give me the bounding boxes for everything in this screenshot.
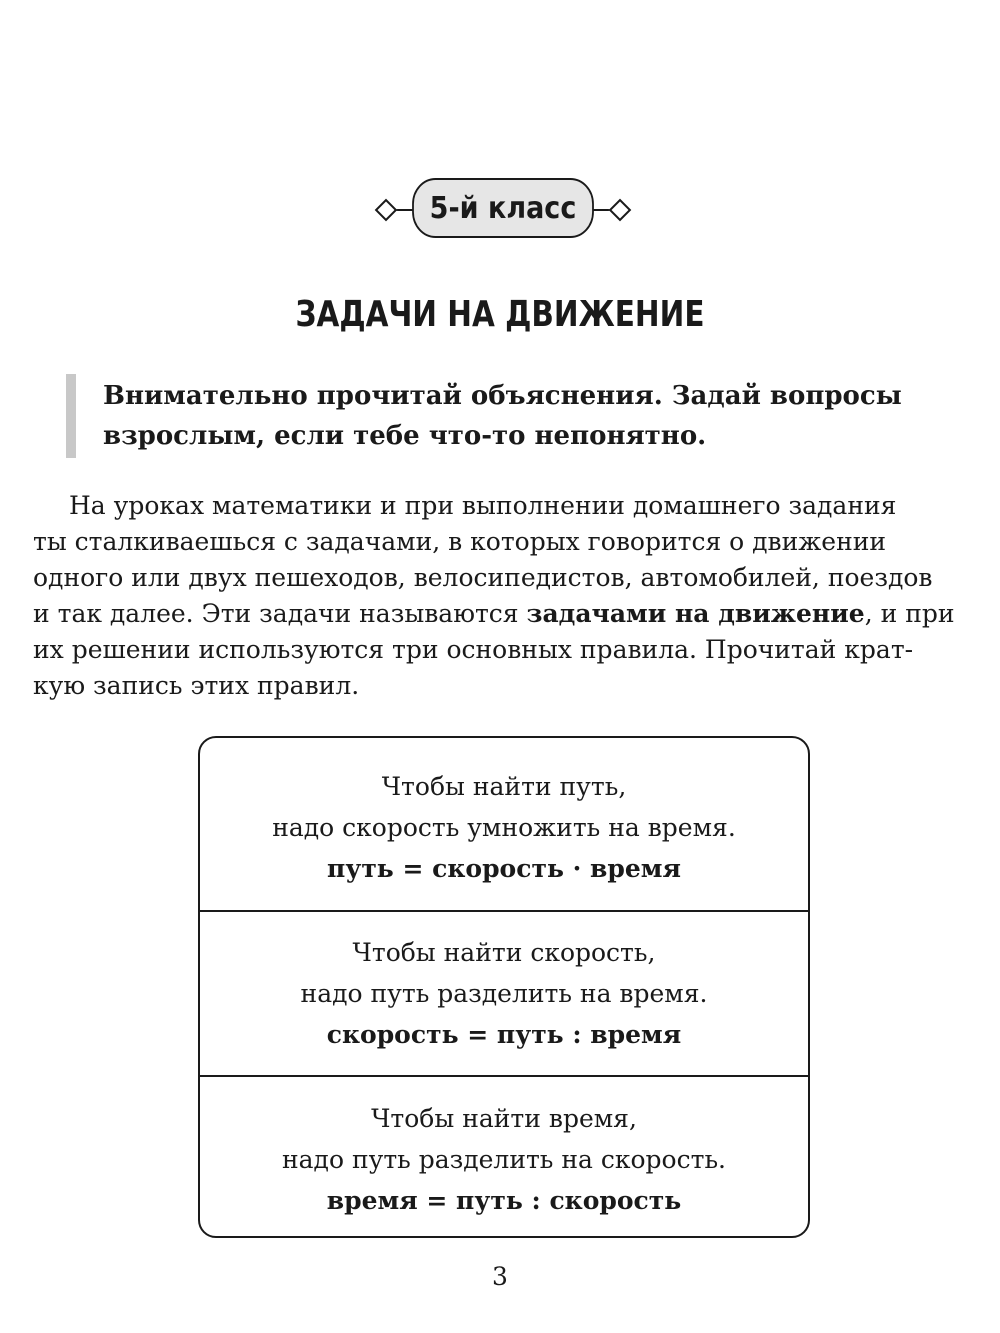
body-paragraph — [33, 488, 973, 704]
diamond-right-icon — [609, 199, 632, 222]
rule-formula: скорость = путь : время — [326, 1020, 682, 1049]
page-number: 3 — [492, 1262, 508, 1291]
rule-divider — [200, 1075, 808, 1077]
rule-line: надо путь разделить на скорость. — [281, 1145, 727, 1174]
rule-line: Чтобы найти скорость, — [352, 938, 656, 967]
rule-formula: время = путь : скорость — [326, 1186, 682, 1215]
rule-distance — [200, 766, 808, 889]
instruction-line: взрослым, если тебе что-то непонятно. — [103, 421, 707, 451]
page-title: ЗАДАЧИ НА ДВИЖЕНИЕ — [295, 294, 705, 335]
grade-badge-label: 5-й класс — [429, 190, 577, 226]
rule-speed — [200, 932, 808, 1055]
rule-line: надо скорость умножить на время. — [272, 813, 736, 842]
rules-box — [198, 736, 810, 1238]
grade-badge-ornament — [0, 178, 1000, 242]
body-line: их решении используются три основных правила. Прочитай крат- — [33, 635, 914, 664]
rule-line: Чтобы найти путь, — [381, 772, 627, 801]
instruction-line: Внимательно прочитай объяснения. Задай вопросы — [103, 381, 902, 411]
instruction-bar — [66, 374, 76, 458]
rule-line: надо путь разделить на время. — [300, 979, 708, 1008]
rule-formula: путь = скорость · время — [327, 854, 681, 883]
body-text-run: , и при — [864, 599, 955, 628]
instruction-text — [103, 376, 983, 456]
body-line: ты сталкиваешься с задачами, в которых говорится о движении — [33, 527, 887, 556]
body-text-run: и так далее. Эти задачи называются — [33, 599, 527, 628]
body-bold-term: задачами на движение — [526, 599, 865, 628]
rule-divider — [200, 910, 808, 912]
diamond-left-icon — [375, 199, 398, 222]
body-line: кую запись этих правил. — [33, 671, 360, 700]
grade-badge — [412, 178, 594, 238]
body-line: одного или двух пешеходов, велосипедистов, автомобилей, поездов — [33, 563, 933, 592]
body-line: На уроках математики и при выполнении домашнего задания — [69, 491, 897, 520]
rule-line: Чтобы найти время, — [371, 1104, 637, 1133]
body-line — [33, 596, 973, 632]
rule-time — [200, 1098, 808, 1221]
